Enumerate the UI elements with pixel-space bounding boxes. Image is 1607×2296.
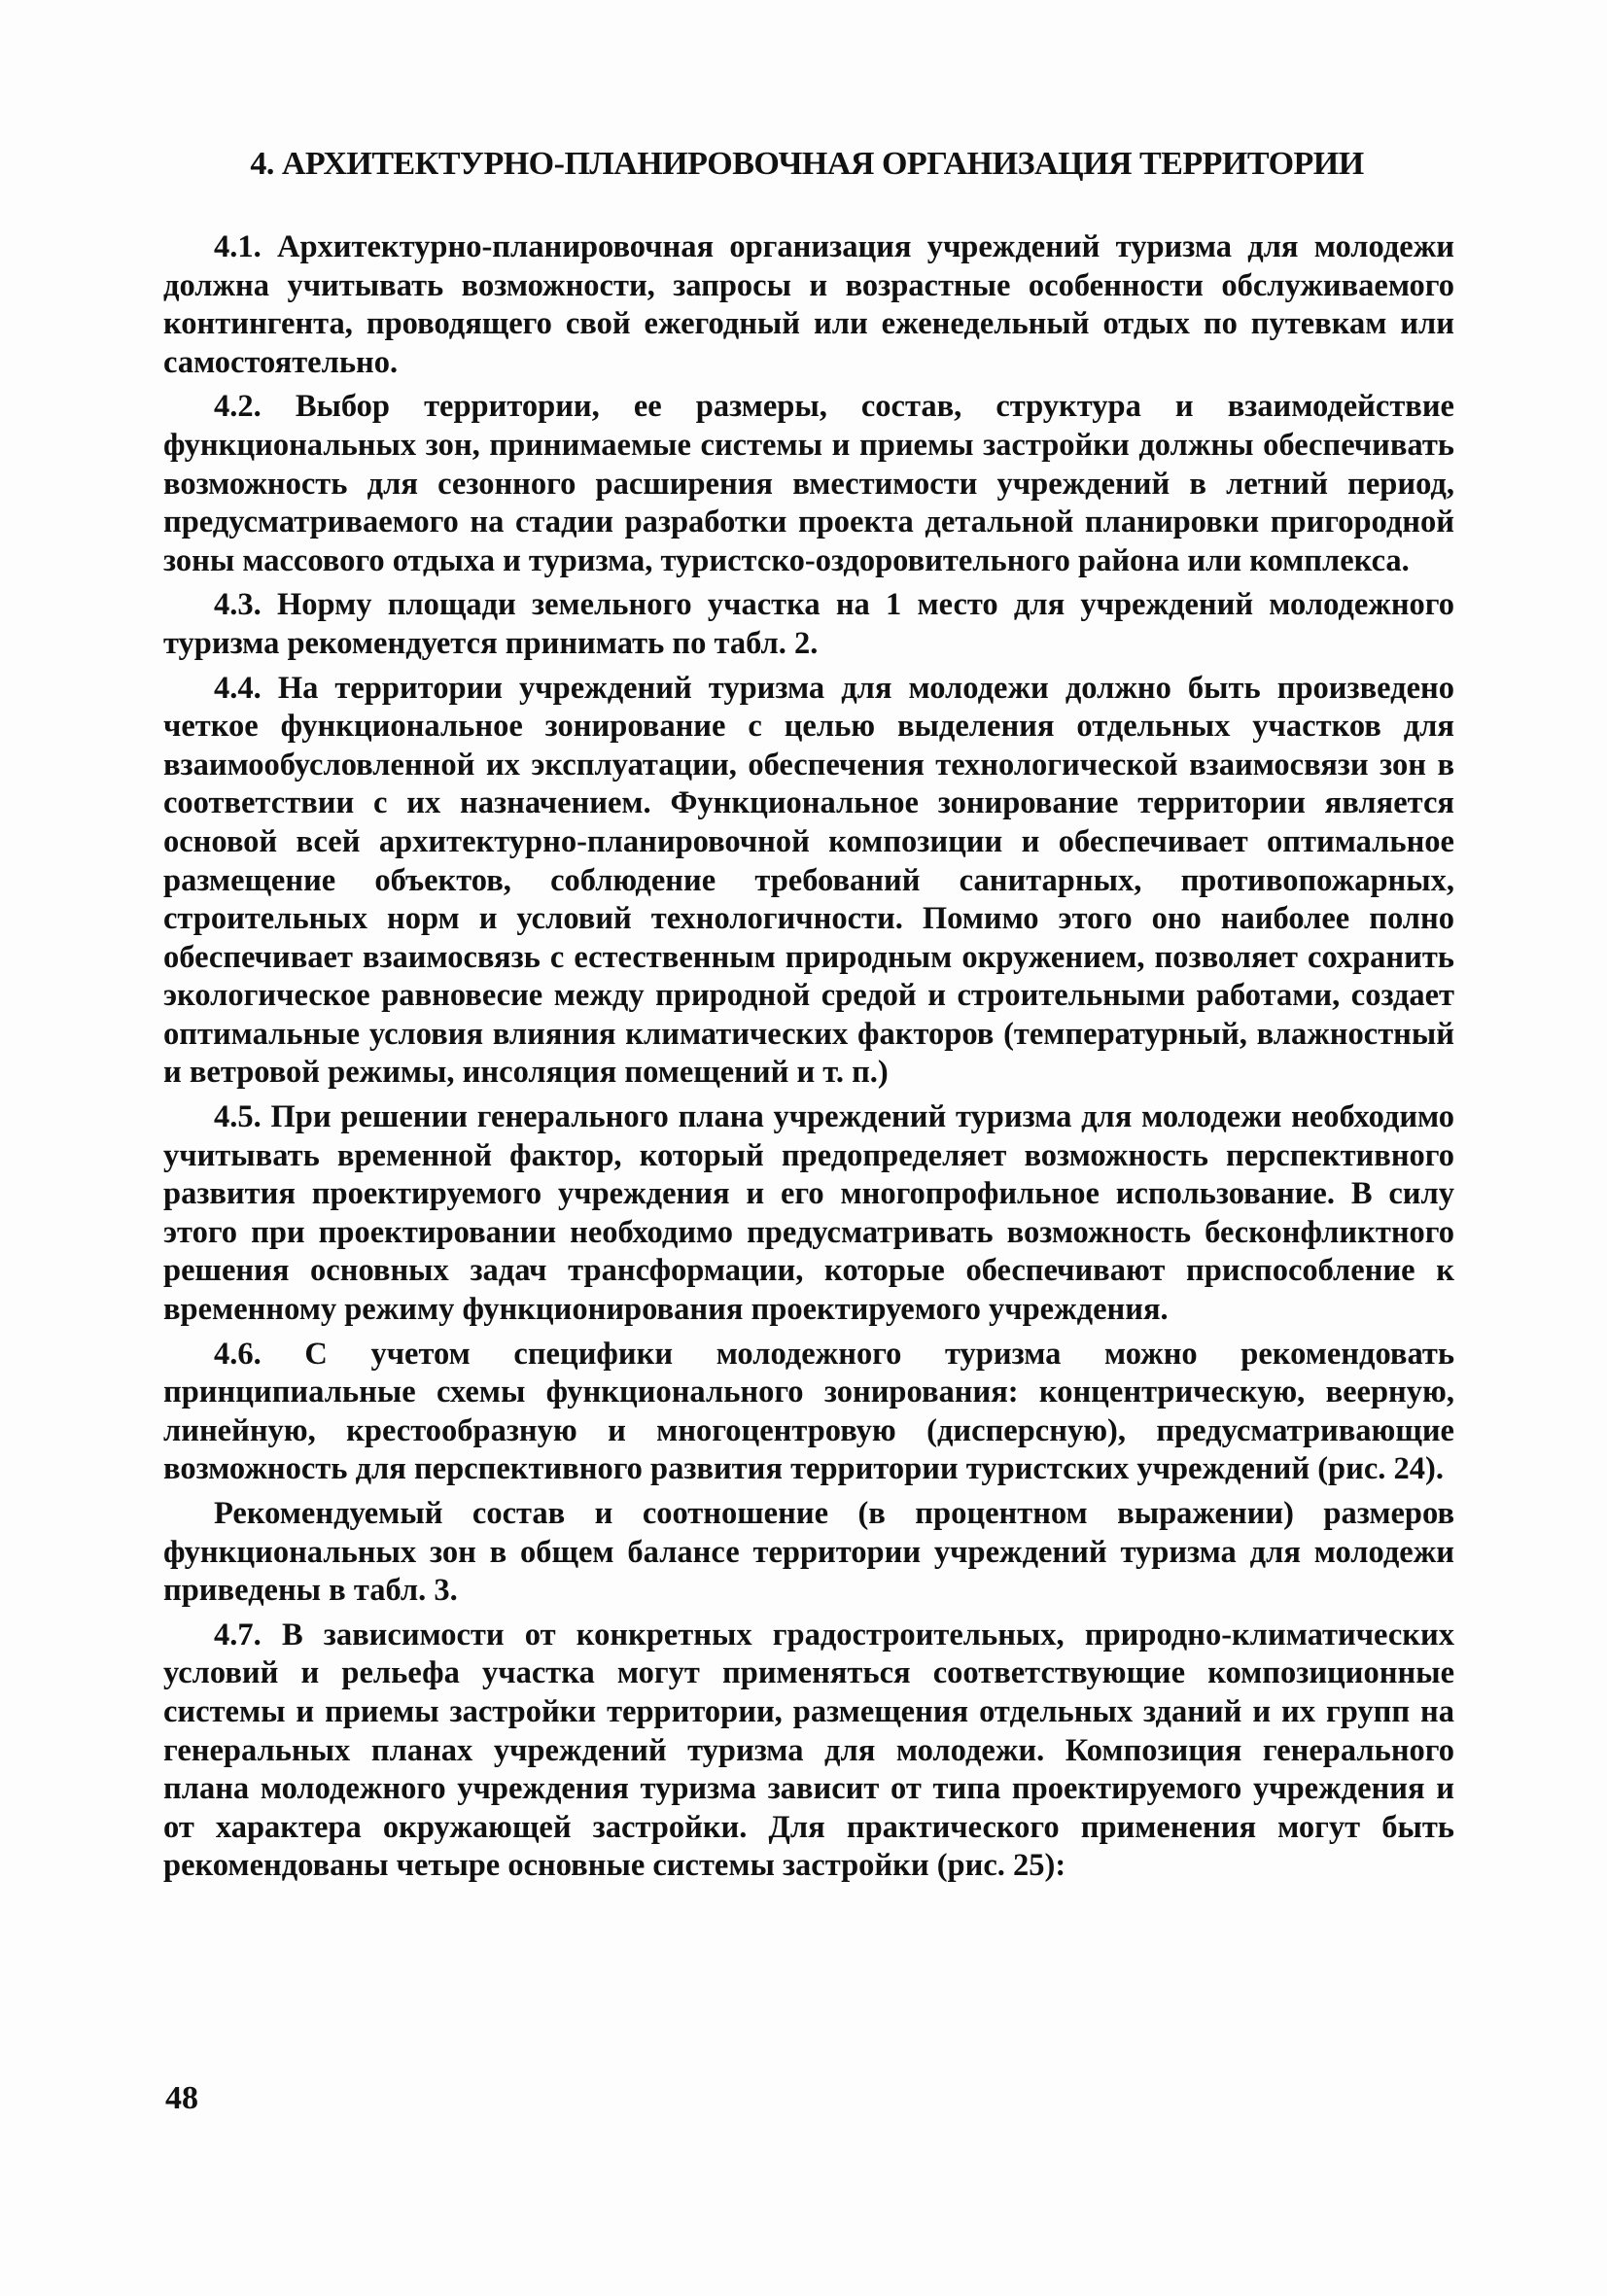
paragraph-number: 4.1. xyxy=(214,229,262,264)
section-body xyxy=(163,228,1454,1892)
paragraph-4-2 xyxy=(163,388,1454,580)
paragraph-4-7 xyxy=(163,1617,1454,1886)
section-heading: 4. АРХИТЕКТУРНО-ПЛАНИРОВОЧНАЯ ОРГАНИЗАЦИЯ ТЕРРИТОРИИ xyxy=(250,146,1364,182)
paragraph-text: Архитектурно-планировочная организация учреждений туризма для молодежи должна учитывать возможности, запросы и возрастные особенности обслуживаемого контингента, проводящего свой ежегодный или еженедельный отдых по путевкам или самостоятельно. xyxy=(163,229,1454,380)
paragraph-text: С учетом специфики молодежного туризма можно рекомендовать принципиальные схемы функционального зонирования: концентрическую, веерную, линейную, крестообразную и многоцентровую (дисперсную), предусматривающие возможность для перспективного развития территории туристских учреждений (рис. 24). xyxy=(163,1336,1455,1487)
paragraph-text: В зависимости от конкретных градостроительных, природно-климатических условий и рельефа участка могут применяться соответствующие композиционные системы и приемы застройки территории, размещения отдельных зданий и их групп на генеральных планах учреждений туризма для молодежи. Композиция генерального плана молодежного учреждения туризма зависит от типа проектируемого учреждения и от характера окружающей застройки. Для практического применения могут быть рекомендованы четыре основные системы застройки (рис. 25): xyxy=(163,1617,1454,1884)
paragraph-number: 4.7. xyxy=(214,1617,262,1652)
paragraph-4-4 xyxy=(163,670,1454,1094)
paragraph-4-5 xyxy=(163,1098,1454,1330)
paragraph-number: 4.3. xyxy=(214,587,262,623)
paragraph-4-3 xyxy=(163,586,1454,663)
paragraph-text: Выбор территории, ее размеры, состав, структура и взаимодействие функциональных зон, принимаемые системы и приемы застройки должны обеспечивать возможность для сезонного расширения вместимости учреждений в летний период, предусматриваемого на стадии разработки проекта детальной планировки пригородной зоны массового отдыха и туризма, туристско-оздоровительного района или комплекса. xyxy=(163,389,1454,578)
paragraph-number: 4.4. xyxy=(214,670,262,706)
paragraph-number: 4.2. xyxy=(214,389,262,425)
paragraph-text: На территории учреждений туризма для молодежи должно быть произведено четкое функциональное зонирование с целью выделения отдельных участков для взаимообусловленной их эксплуатации, обеспечения технологической взаимосвязи зон в соответствии с их назначением. Функциональное зонирование территории является основой всей архитектурно-планировочной композиции и обеспечивает оптимальное размещение объектов, соблюдение требований санитарных, противопожарных, строительных норм и условий технологичности. Помимо этого оно наиболее полно обеспечивает взаимосвязь с естественным природным окружением, позволяет сохранить экологическое равновесие между природной средой и строительными работами, создает оптимальные условия влияния климатических факторов (температурный, влажностный и ветровой режимы, инсоляция помещений и т. п.) xyxy=(163,670,1454,1091)
paragraph-text: При решении генерального плана учреждений туризма для молодежи необходимо учитывать временной фактор, который предопределяет возможность перспективного развития проектируемого учреждения и его многопрофильное использование. В силу этого при проектировании необходимо предусматривать возможность бесконфликтного решения основных задач трансформации, которые обеспечивают приспособление к временному режиму функционирования проектируемого учреждения. xyxy=(163,1099,1455,1328)
page-number: 48 xyxy=(165,2080,198,2116)
paragraph-number: 4.5. xyxy=(214,1099,262,1135)
paragraph-text: Рекомендуемый состав и соотношение (в процентном выражении) размеров функциональных зон в общем балансе территории учреждений туризма для молодежи приведены в табл. 3. xyxy=(163,1496,1454,1609)
paragraph-4-1 xyxy=(163,228,1454,382)
paragraph-4-6 xyxy=(163,1336,1454,1489)
paragraph-number: 4.6. xyxy=(214,1336,262,1372)
paragraph-text: Норму площади земельного участка на 1 место для учреждений молодежного туризма рекомендуется принимать по табл. 2. xyxy=(163,587,1454,661)
paragraph-4-6-continued xyxy=(163,1495,1454,1611)
